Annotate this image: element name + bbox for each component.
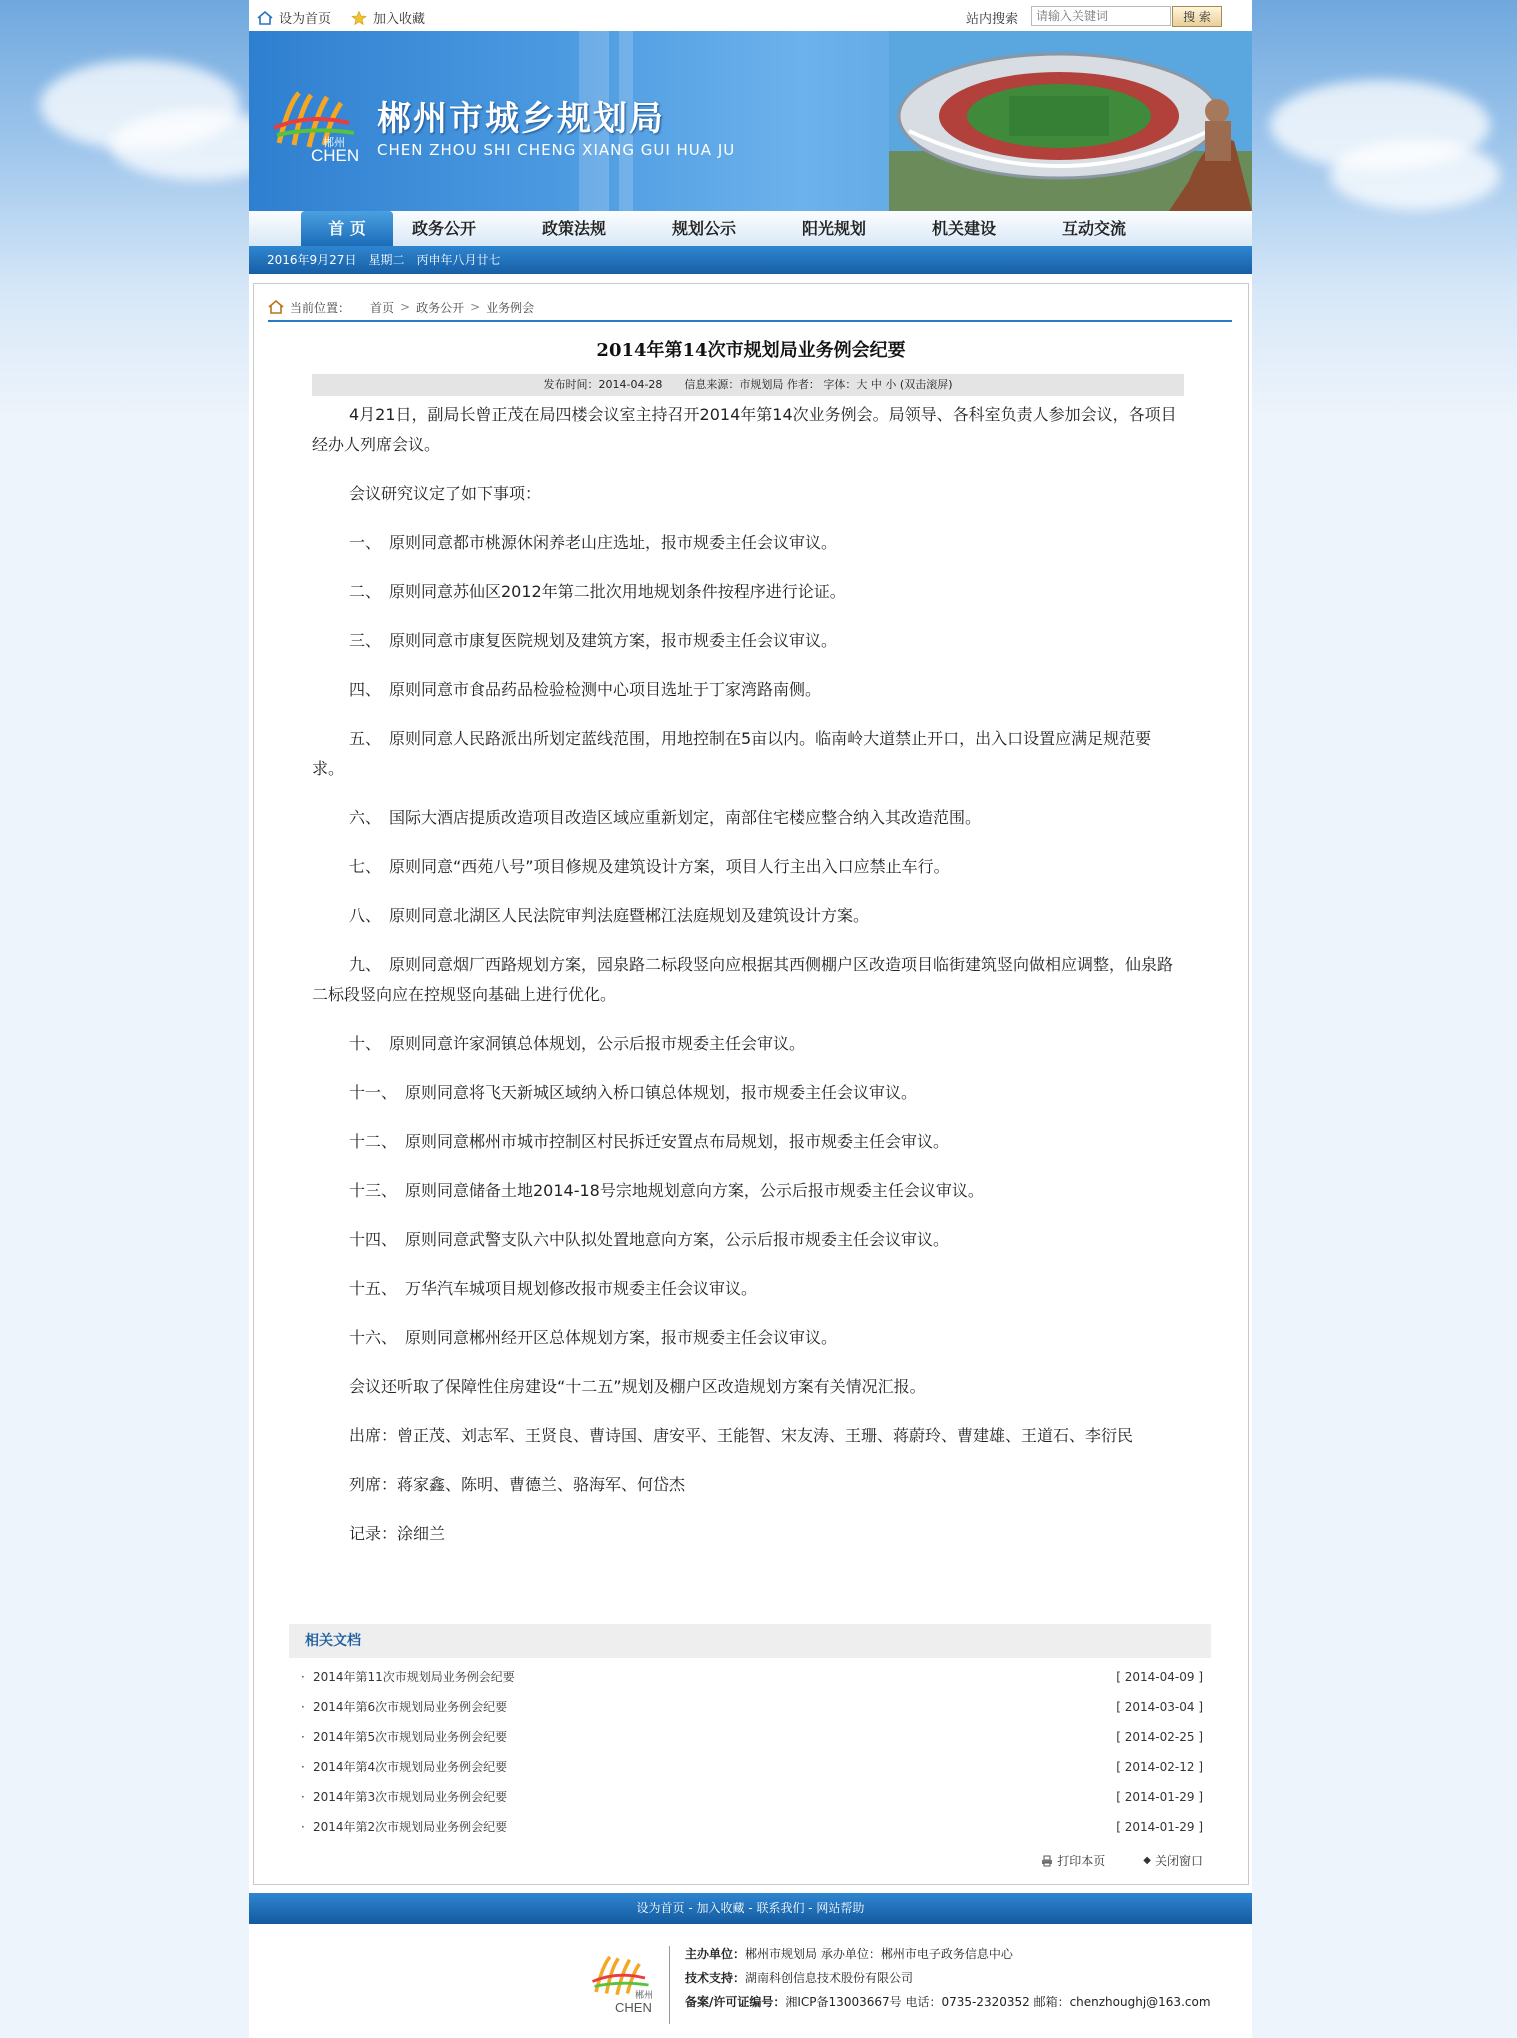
article-tools: [1041, 1852, 1203, 1869]
set-home-link[interactable]: [257, 8, 331, 27]
article-paragraph: 十一、 原则同意将飞天新城区域纳入桥口镇总体规划，报市规委主任会议审议。: [349, 1083, 918, 1102]
search-button[interactable]: 搜 索: [1172, 6, 1222, 27]
article-paragraph: 出席：曾正茂、刘志军、王贤良、曹诗国、唐安平、王能智、宋友涛、王珊、蒋蔚玲、曹建雄、王道石、李衍民: [349, 1426, 1134, 1445]
nav-policies[interactable]: 政策法规: [541, 219, 606, 238]
site-subtitle: CHEN ZHOU SHI CHENG XIANG GUI HUA JU: [377, 141, 736, 159]
add-favorite-link[interactable]: [351, 8, 425, 27]
article-title: 2014年第14次市规划局业务例会纪要: [596, 340, 906, 361]
chevron-right-icon: >: [470, 300, 481, 314]
article-paragraph: 七、 原则同意“西苑八号”项目修规及建筑设计方案，项目人行主出入口应禁止车行。: [349, 857, 950, 876]
related-title[interactable]: 2014年第4次市规划局业务例会纪要: [313, 1760, 508, 1774]
home-icon: [257, 11, 273, 25]
footer-host-label: 主办单位：: [685, 1947, 746, 1961]
article-paragraph: 列席：蒋家鑫、陈明、曹德兰、骆海军、何岱杰: [349, 1475, 686, 1494]
related-date: [ 2014-02-25 ]: [1116, 1730, 1203, 1744]
stadium-image: [889, 31, 1252, 211]
footer-logo-small: 郴州: [635, 1991, 654, 2001]
logo-small-text: 郴州: [323, 136, 345, 149]
article-paragraph: 会议研究议定了如下事项：: [349, 484, 542, 503]
list-item[interactable]: · 2014年第11次市规划局业务例会纪要 [ 2014-04-09 ]: [289, 1662, 1211, 1692]
article-paragraph: 九、 原则同意烟厂西路规划方案，园泉路二标段竖向应根据其西侧棚户区改造项目临街建筑竖向做相应调整，仙泉路二标段竖向应在控规竖向基础上进行优化。: [312, 955, 1174, 1004]
article-paragraph: 五、 原则同意人民路派出所划定蓝线范围，用地控制在5亩以内。临南岭大道禁止开口，出入口设置应满足规范要求。: [312, 729, 1152, 778]
print-label: 打印本页: [1057, 1854, 1106, 1868]
nav-home[interactable]: 首 页: [301, 211, 393, 246]
footer-divider: [669, 1946, 670, 2024]
article-paragraph: 十三、 原则同意储备土地2014-18号宗地规划意向方案，公示后报市规委主任会议审议。: [349, 1181, 984, 1200]
breadcrumb-gov-affairs[interactable]: 政务公开: [416, 300, 465, 315]
list-item[interactable]: · 2014年第2次市规划局业务例会纪要 [ 2014-01-29 ]: [289, 1812, 1211, 1842]
related-title[interactable]: 2014年第2次市规划局业务例会纪要: [313, 1820, 508, 1834]
article-paragraph: 十二、 原则同意郴州市城市控制区村民拆迁安置点布局规划，报市规委主任会审议。: [349, 1132, 950, 1151]
nav-sunshine-planning[interactable]: 阳光规划: [801, 219, 866, 238]
footer-tech-label: 技术支持：: [685, 1971, 746, 1985]
related-date: [ 2014-03-04 ]: [1116, 1700, 1203, 1714]
list-item[interactable]: · 2014年第3次市规划局业务例会纪要 [ 2014-01-29 ]: [289, 1782, 1211, 1812]
breadcrumb-meetings[interactable]: 业务例会: [486, 300, 535, 315]
breadcrumb: [268, 294, 1232, 322]
footer-license-label: 备案/许可证编号：: [685, 1995, 786, 2009]
list-item[interactable]: · 2014年第6次市规划局业务例会纪要 [ 2014-03-04 ]: [289, 1692, 1211, 1722]
header-banner: [249, 31, 1252, 211]
printer-icon: [1041, 1855, 1053, 1867]
top-bar: [249, 0, 1252, 31]
article-paragraph: 记录：涂细兰: [349, 1524, 446, 1543]
article-meta: 发布时间：2014-04-28 信息来源：市规划局 作者： 字体：大 中 小 (双击滚屏): [312, 374, 1184, 396]
related-date: [ 2014-01-29 ]: [1116, 1820, 1203, 1834]
related-documents: [289, 1624, 1211, 1842]
add-favorite-label: 加入收藏: [373, 12, 426, 27]
print-button[interactable]: [1041, 1852, 1105, 1869]
related-title[interactable]: 2014年第11次市规划局业务例会纪要: [313, 1670, 515, 1684]
footer: [249, 1924, 1252, 2038]
article-paragraph: 六、 国际大酒店提质改造项目改造区域应重新划定，南部住宅楼应整合纳入其改造范围。: [349, 808, 982, 827]
list-item[interactable]: · 2014年第4次市规划局业务例会纪要 [ 2014-02-12 ]: [289, 1752, 1211, 1782]
related-heading: 相关文档: [289, 1624, 1211, 1658]
footer-nav[interactable]: [249, 1893, 1252, 1924]
related-date: [ 2014-04-09 ]: [1116, 1670, 1203, 1684]
related-date: [ 2014-01-29 ]: [1116, 1790, 1203, 1804]
article-paragraph: 十四、 原则同意武警支队六中队拟处置地意向方案，公示后报市规委主任会议审议。: [349, 1230, 950, 1249]
article-paragraph: 会议还听取了保障性住房建设“十二五”规划及棚户区改造规划方案有关情况汇报。: [349, 1377, 926, 1396]
site-title: 郴州市城乡规划局: [377, 99, 665, 139]
article-paragraph: 十六、 原则同意郴州经开区总体规划方案，报市规委主任会议审议。: [349, 1328, 838, 1347]
footer-logo-en: CHEN: [615, 2000, 652, 2015]
search-input[interactable]: [1031, 6, 1171, 26]
article-body: [312, 400, 1180, 1568]
footer-nav-links[interactable]: 设为首页 - 加入收藏 - 联系我们 - 网站帮助: [636, 1901, 865, 1915]
current-date: 2016年9月27日 星期二 丙申年八月廿七: [267, 253, 501, 267]
nav-interaction[interactable]: 互动交流: [1061, 219, 1126, 238]
breadcrumb-label: 当前位置：: [290, 300, 351, 315]
list-item[interactable]: · 2014年第5次市规划局业务例会纪要 [ 2014-02-25 ]: [289, 1722, 1211, 1752]
footer-info: [685, 1942, 1211, 2014]
related-list: [289, 1662, 1211, 1842]
article-paragraph: 八、 原则同意北湖区人民法院审判法庭暨郴江法庭规划及建筑设计方案。: [349, 906, 870, 925]
article-paragraph: 四、 原则同意市食品药品检验检测中心项目选址于丁家湾路南侧。: [349, 680, 822, 699]
article-paragraph: 十五、 万华汽车城项目规划修改报市规委主任会议审议。: [349, 1279, 758, 1298]
article-paragraph: 4月21日，副局长曾正茂在局四楼会议室主持召开2014年第14次业务例会。局领导、各科室负责人参加会议，各项目经办人列席会议。: [312, 405, 1177, 454]
related-title[interactable]: 2014年第6次市规划局业务例会纪要: [313, 1700, 508, 1714]
chevron-right-icon: >: [400, 300, 411, 314]
date-bar: [249, 246, 1252, 274]
diamond-icon: ◆: [1143, 1855, 1151, 1866]
set-home-label: 设为首页: [279, 12, 332, 27]
close-window-button[interactable]: [1143, 1852, 1203, 1869]
article-panel: [253, 283, 1249, 1885]
article-paragraph: 三、 原则同意市康复医院规划及建筑方案，报市规委主任会议审议。: [349, 631, 838, 650]
article-paragraph: 二、 原则同意苏仙区2012年第二批次用地规划条件按程序进行论证。: [349, 582, 846, 601]
article-paragraph: 十、 原则同意许家洞镇总体规划，公示后报市规委主任会审议。: [349, 1034, 806, 1053]
footer-license: 湘ICP备13003667号 电话：0735-2320352 邮箱：chenzhoughj@163.com: [785, 1995, 1211, 2009]
page-container: [249, 0, 1252, 2038]
nav-planning-notice[interactable]: 规划公示: [671, 219, 736, 238]
footer-host: 郴州市规划局 承办单位：郴州市电子政务信息中心: [745, 1947, 1013, 1961]
star-icon: [351, 11, 367, 25]
home-icon: [268, 300, 284, 314]
related-date: [ 2014-02-12 ]: [1116, 1760, 1203, 1774]
close-window-label: 关闭窗口: [1154, 1854, 1203, 1868]
article-paragraph: 一、 原则同意都市桃源休闲养老山庄选址，报市规委主任会议审议。: [349, 533, 838, 552]
related-title[interactable]: 2014年第3次市规划局业务例会纪要: [313, 1790, 508, 1804]
footer-tech: 湖南科创信息技术股份有限公司: [745, 1971, 914, 1985]
nav-government-affairs[interactable]: 政务公开: [411, 219, 476, 238]
search-label: 站内搜索: [966, 12, 1019, 27]
main-nav: [249, 211, 1252, 246]
logo-en-text: CHEN: [311, 146, 360, 165]
breadcrumb-home[interactable]: 首页: [370, 300, 395, 315]
nav-office-building[interactable]: 机关建设: [931, 219, 996, 238]
related-title[interactable]: 2014年第5次市规划局业务例会纪要: [313, 1730, 508, 1744]
